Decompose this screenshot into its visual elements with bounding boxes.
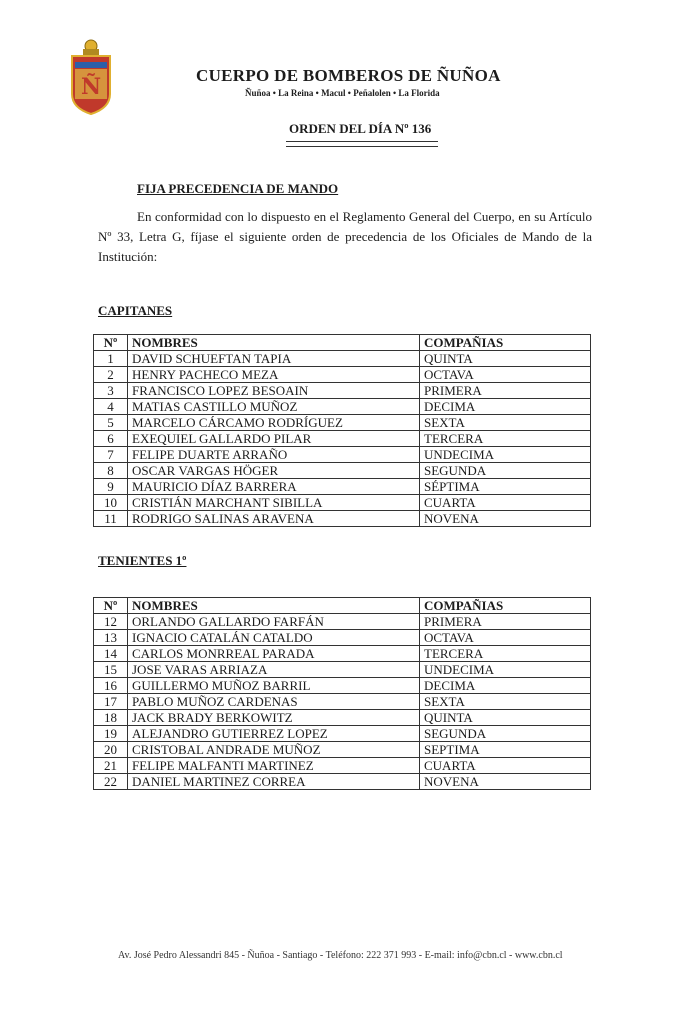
- cell-number: 22: [94, 774, 128, 790]
- cell-name: CARLOS MONRREAL PARADA: [128, 646, 420, 662]
- cell-company: SEXTA: [420, 415, 591, 431]
- cell-company: DECIMA: [420, 399, 591, 415]
- table-row: [94, 726, 591, 742]
- cell-company: SEPTIMA: [420, 742, 591, 758]
- table-row: [94, 479, 591, 495]
- logo-letter: Ñ: [80, 74, 102, 100]
- table-row: [94, 511, 591, 527]
- cell-company: SEGUNDA: [420, 463, 591, 479]
- column-header-number: Nº: [94, 335, 128, 351]
- cell-company: QUINTA: [420, 710, 591, 726]
- cell-name: CRISTIÁN MARCHANT SIBILLA: [128, 495, 420, 511]
- cell-name: JOSE VARAS ARRIAZA: [128, 662, 420, 678]
- table-row: [94, 662, 591, 678]
- cell-number: 13: [94, 630, 128, 646]
- cell-number: 20: [94, 742, 128, 758]
- cell-company: PRIMERA: [420, 614, 591, 630]
- column-header-company: COMPAÑIAS: [420, 335, 591, 351]
- cell-name: EXEQUIEL GALLARDO PILAR: [128, 431, 420, 447]
- table-header-row: [94, 335, 591, 351]
- cell-company: TERCERA: [420, 431, 591, 447]
- cell-name: MARCELO CÁRCAMO RODRÍGUEZ: [128, 415, 420, 431]
- cell-name: ALEJANDRO GUTIERREZ LOPEZ: [128, 726, 420, 742]
- cell-number: 21: [94, 758, 128, 774]
- table-row: [94, 495, 591, 511]
- table-row: [94, 399, 591, 415]
- table-row: [94, 614, 591, 630]
- cell-name: CRISTOBAL ANDRADE MUÑOZ: [128, 742, 420, 758]
- cell-number: 1: [94, 351, 128, 367]
- order-title-underline: [286, 141, 438, 147]
- cell-company: CUARTA: [420, 495, 591, 511]
- cell-number: 10: [94, 495, 128, 511]
- cell-number: 8: [94, 463, 128, 479]
- order-title: ORDEN DEL DÍA Nº 136: [289, 121, 432, 136]
- cell-number: 9: [94, 479, 128, 495]
- tenientes-table: [93, 597, 591, 790]
- cell-number: 11: [94, 511, 128, 527]
- table-row: [94, 447, 591, 463]
- cell-number: 16: [94, 678, 128, 694]
- cell-number: 14: [94, 646, 128, 662]
- table-row: [94, 774, 591, 790]
- table-row: [94, 383, 591, 399]
- cell-company: NOVENA: [420, 774, 591, 790]
- cell-company: OCTAVA: [420, 630, 591, 646]
- intro-paragraph: En conformidad con lo dispuesto en el Reglamento General del Cuerpo, en su Artículo Nº 33, Letra G, fíjase el siguiente orden de precedencia de los Oficiales de Mando de la Institución:: [98, 209, 592, 264]
- cell-company: UNDECIMA: [420, 662, 591, 678]
- cell-company: TERCERA: [420, 646, 591, 662]
- cell-company: PRIMERA: [420, 383, 591, 399]
- cell-number: 6: [94, 431, 128, 447]
- capitanes-table: [93, 334, 591, 527]
- cell-name: FELIPE MALFANTI MARTINEZ: [128, 758, 420, 774]
- cell-number: 12: [94, 614, 128, 630]
- cell-name: PABLO MUÑOZ CARDENAS: [128, 694, 420, 710]
- cell-company: OCTAVA: [420, 367, 591, 383]
- cell-number: 19: [94, 726, 128, 742]
- cell-name: MATIAS CASTILLO MUÑOZ: [128, 399, 420, 415]
- table-row: [94, 694, 591, 710]
- cell-company: DECIMA: [420, 678, 591, 694]
- column-header-names: NOMBRES: [128, 335, 420, 351]
- cell-number: 2: [94, 367, 128, 383]
- table-row: [94, 678, 591, 694]
- cell-name: JACK BRADY BERKOWITZ: [128, 710, 420, 726]
- cell-number: 17: [94, 694, 128, 710]
- section-title-capitanes: CAPITANES: [98, 303, 173, 318]
- table-row: [94, 367, 591, 383]
- cell-company: SEXTA: [420, 694, 591, 710]
- cell-name: OSCAR VARGAS HÖGER: [128, 463, 420, 479]
- cell-name: DANIEL MARTINEZ CORREA: [128, 774, 420, 790]
- cell-company: CUARTA: [420, 758, 591, 774]
- column-header-company: COMPAÑIAS: [420, 598, 591, 614]
- cell-name: MAURICIO DÍAZ BARRERA: [128, 479, 420, 495]
- cell-name: IGNACIO CATALÁN CATALDO: [128, 630, 420, 646]
- cell-name: FELIPE DUARTE ARRAÑO: [128, 447, 420, 463]
- cell-number: 3: [94, 383, 128, 399]
- cell-name: GUILLERMO MUÑOZ BARRIL: [128, 678, 420, 694]
- table-row: [94, 351, 591, 367]
- table-row: [94, 710, 591, 726]
- cell-number: 15: [94, 662, 128, 678]
- cell-number: 5: [94, 415, 128, 431]
- cell-number: 7: [94, 447, 128, 463]
- institution-title: CUERPO DE BOMBEROS DE ÑUÑOA: [196, 66, 501, 85]
- cell-company: QUINTA: [420, 351, 591, 367]
- table-row: [94, 758, 591, 774]
- table-row: [94, 630, 591, 646]
- cell-name: FRANCISCO LOPEZ BESOAIN: [128, 383, 420, 399]
- cell-number: 18: [94, 710, 128, 726]
- subject-heading: FIJA PRECEDENCIA DE MANDO: [137, 181, 339, 196]
- table-row: [94, 742, 591, 758]
- cell-company: SÉPTIMA: [420, 479, 591, 495]
- cell-name: HENRY PACHECO MEZA: [128, 367, 420, 383]
- cell-name: RODRIGO SALINAS ARAVENA: [128, 511, 420, 527]
- cell-company: SEGUNDA: [420, 726, 591, 742]
- table-row: [94, 415, 591, 431]
- table-row: [94, 646, 591, 662]
- footer-contact: Av. José Pedro Alessandri 845 - Ñuñoa - Santiago - Teléfono: 222 371 993 - E-mail: info@cbn.cl - www.cbn.cl: [118, 950, 563, 961]
- table-row: [94, 463, 591, 479]
- cell-name: DAVID SCHUEFTAN TAPIA: [128, 351, 420, 367]
- table-header-row: [94, 598, 591, 614]
- institution-communes: Ñuñoa • La Reina • Macul • Peñalolen • La Florida: [245, 88, 440, 98]
- table-row: [94, 431, 591, 447]
- column-header-names: NOMBRES: [128, 598, 420, 614]
- institution-logo: [69, 36, 113, 116]
- cell-name: ORLANDO GALLARDO FARFÁN: [128, 614, 420, 630]
- cell-number: 4: [94, 399, 128, 415]
- cell-company: NOVENA: [420, 511, 591, 527]
- section-title-tenientes: TENIENTES 1º: [98, 553, 187, 568]
- cell-company: UNDECIMA: [420, 447, 591, 463]
- column-header-number: Nº: [94, 598, 128, 614]
